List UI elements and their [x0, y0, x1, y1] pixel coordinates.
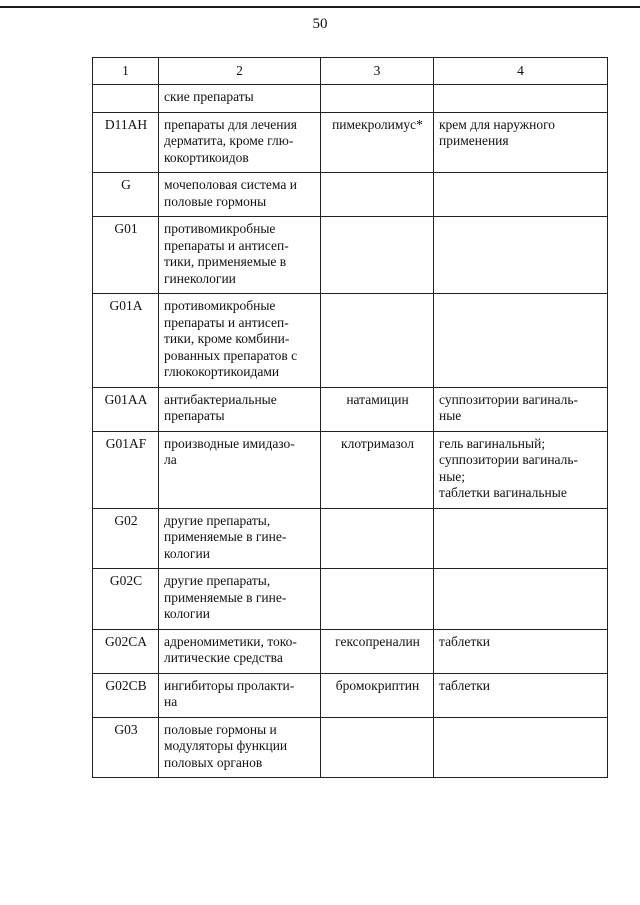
table-row: [93, 569, 608, 630]
column-header: 3: [321, 58, 434, 85]
table-row: [93, 85, 608, 113]
drug-name-cell: [321, 173, 434, 217]
dosage-form-cell: [434, 717, 608, 778]
table-row: [93, 112, 608, 173]
atc-code-cell: G02CA: [93, 629, 159, 673]
atc-code-cell: G03: [93, 717, 159, 778]
anatomical-group-cell: ингибиторы пролакти- на: [159, 673, 321, 717]
drug-name-cell: бромокриптин: [321, 673, 434, 717]
drug-name-cell: натамицин: [321, 387, 434, 431]
anatomical-group-cell: производные имидазо- ла: [159, 431, 321, 508]
table-row: [93, 717, 608, 778]
table-row: [93, 508, 608, 569]
column-header: 4: [434, 58, 608, 85]
drug-name-cell: гексопреналин: [321, 629, 434, 673]
anatomical-group-cell: антибактериальные препараты: [159, 387, 321, 431]
anatomical-group-cell: другие препараты, применяемые в гине- кологии: [159, 508, 321, 569]
dosage-form-cell: суппозитории вагиналь- ные: [434, 387, 608, 431]
top-rule: [0, 6, 640, 8]
anatomical-group-cell: противомикробные препараты и антисеп- тики, применяемые в гинекологии: [159, 217, 321, 294]
drug-name-cell: [321, 217, 434, 294]
drug-name-cell: [321, 569, 434, 630]
dosage-form-cell: таблетки: [434, 673, 608, 717]
anatomical-group-cell: другие препараты, применяемые в гине- кологии: [159, 569, 321, 630]
drug-name-cell: [321, 717, 434, 778]
table-row: [93, 673, 608, 717]
atc-code-cell: G01: [93, 217, 159, 294]
atc-code-cell: G02: [93, 508, 159, 569]
atc-code-cell: G01A: [93, 294, 159, 388]
drug-name-cell: [321, 508, 434, 569]
dosage-form-cell: [434, 173, 608, 217]
dosage-form-cell: [434, 569, 608, 630]
drug-table: [92, 57, 608, 778]
dosage-form-cell: [434, 85, 608, 113]
table-row: [93, 431, 608, 508]
atc-code-cell: G02C: [93, 569, 159, 630]
atc-code-cell: D11AH: [93, 112, 159, 173]
drug-name-cell: клотримазол: [321, 431, 434, 508]
header-row: [93, 58, 608, 85]
table-row: [93, 629, 608, 673]
table-row: [93, 294, 608, 388]
drug-name-cell: [321, 85, 434, 113]
atc-code-cell: [93, 85, 159, 113]
table-row: [93, 217, 608, 294]
atc-code-cell: G01AF: [93, 431, 159, 508]
dosage-form-cell: [434, 294, 608, 388]
drug-name-cell: [321, 294, 434, 388]
anatomical-group-cell: препараты для лечения дерматита, кроме глю- кокортикоидов: [159, 112, 321, 173]
atc-code-cell: G01AA: [93, 387, 159, 431]
page-number: 50: [312, 16, 328, 32]
atc-code-cell: G: [93, 173, 159, 217]
anatomical-group-cell: адреномиметики, токо- литические средства: [159, 629, 321, 673]
dosage-form-cell: крем для наружного применения: [434, 112, 608, 173]
anatomical-group-cell: ские препараты: [159, 85, 321, 113]
anatomical-group-cell: половые гормоны и модуляторы функции половых органов: [159, 717, 321, 778]
atc-code-cell: G02CB: [93, 673, 159, 717]
drug-name-cell: пимекролимус*: [321, 112, 434, 173]
anatomical-group-cell: противомикробные препараты и антисеп- тики, кроме комбини- рованных препаратов с глюкокортикоидами: [159, 294, 321, 388]
anatomical-group-cell: мочеполовая система и половые гормоны: [159, 173, 321, 217]
dosage-form-cell: [434, 217, 608, 294]
column-header: 1: [93, 58, 159, 85]
table-row: [93, 387, 608, 431]
table-row: [93, 173, 608, 217]
dosage-form-cell: таблетки: [434, 629, 608, 673]
dosage-form-cell: гель вагинальный; суппозитории вагиналь- ные; таблетки вагинальные: [434, 431, 608, 508]
dosage-form-cell: [434, 508, 608, 569]
column-header: 2: [159, 58, 321, 85]
